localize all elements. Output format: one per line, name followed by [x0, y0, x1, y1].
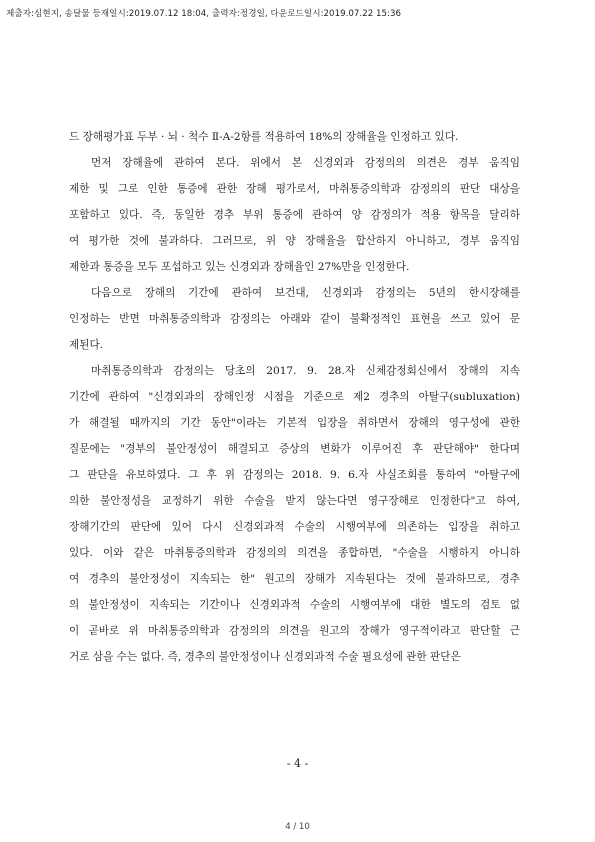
paragraph-line: 여 평가한 것에 불과하다. 그러므로, 위 양 장해율을 합산하지 아니하고, 경부 움직임: [69, 235, 520, 247]
paragraph-line: 이 곧바로 위 마취통증의학과 감정의의 의견을 원고의 장해가 영구적이라고 판단할 근: [69, 625, 520, 637]
paragraph-line: 질문에는 "경부의 불안정성이 해결되고 증상의 변화가 이루어진 후 판단해야" 한다며: [69, 443, 520, 455]
paragraph-line: 거로 삼을 수는 없다. 즉, 경추의 불안정성이나 신경외과적 수술 필요성에 관한 판단은: [69, 651, 461, 663]
paragraph-line: 제한과 통증을 모두 포섭하고 있는 신경외과 장해율인 27%만을 인정한다.: [69, 261, 410, 273]
paragraph-line: 있다. 이와 같은 마취통증의학과 감정의의 의견을 종합하면, "수술을 시행하지 아니하: [69, 547, 520, 559]
paragraph-line: 그 판단을 유보하였다. 그 후 위 감정의는 2018. 9. 6.자 사실조회를 통하여 "아탈구에: [69, 469, 520, 481]
paragraph-line: 제한 및 그로 인한 통증에 관한 장해 평가로서, 마취통증의학과 감정의의 판단 대상을: [69, 183, 520, 195]
paragraph-line: 제된다.: [69, 339, 104, 351]
paragraph-line: 여 경추의 불안정성이 지속되는 한" 원고의 장해가 지속된다는 것에 불과하므로, 경추: [69, 573, 520, 585]
paragraph-line: 의한 불안정성을 교정하기 위한 수술을 받지 않는다면 영구장해로 인정한다"고 하여,: [69, 495, 520, 507]
document-body: [69, 124, 520, 670]
paragraph-line: 의 불안정성이 지속되는 기간이나 신경외과적 수술의 시행여부에 대한 별도의 검토 없: [69, 599, 520, 611]
paragraph-line: 다음으로 장해의 기간에 관하여 보건대, 신경외과 감정의는 5년의 한시장해를: [91, 287, 520, 299]
paragraph-line: 가 해결될 때까지의 기간 동안"이라는 기본적 입장을 취하면서 장해의 영구성에 관한: [69, 417, 520, 429]
submission-header: 제출자:심현지, 송달물 등재일시:2019.07.12 18:04, 출력자:정경일, 다운로드일시:2019.07.22 15:36: [6, 9, 402, 19]
page-number: - 4 -: [286, 757, 309, 770]
paragraph-line: 드 장해평가표 두부 · 뇌 · 척수 Ⅱ-A-2항를 적용하여 18%의 장해율을 인정하고 있다.: [69, 131, 459, 143]
page-counter: 4 / 10: [285, 822, 310, 832]
paragraph-line: 마취통증의학과 감정의는 당초의 2017. 9. 28.자 신체감정회신에서 장해의 지속: [91, 365, 520, 377]
paragraph-line: 포함하고 있다. 즉, 동일한 경추 부위 통증에 관하여 양 감정의가 적용 항목을 달리하: [69, 209, 520, 221]
paragraph-line: 기간에 관하여 "신경외과의 장해인정 시점을 기준으로 제2 경추의 아탈구(subluxation): [69, 391, 520, 403]
paragraph-line: 장해기간의 판단에 있어 다시 신경외과적 수술의 시행여부에 의존하는 입장을 취하고: [69, 521, 520, 533]
paragraph-line: 인정하는 반면 마취통증의학과 감정의는 아래와 같이 불확정적인 표현을 쓰고 있어 문: [69, 313, 520, 325]
paragraph-line: 먼저 장해율에 관하여 본다. 위에서 본 신경외과 감정의의 의견은 경부 움직임: [91, 157, 520, 169]
